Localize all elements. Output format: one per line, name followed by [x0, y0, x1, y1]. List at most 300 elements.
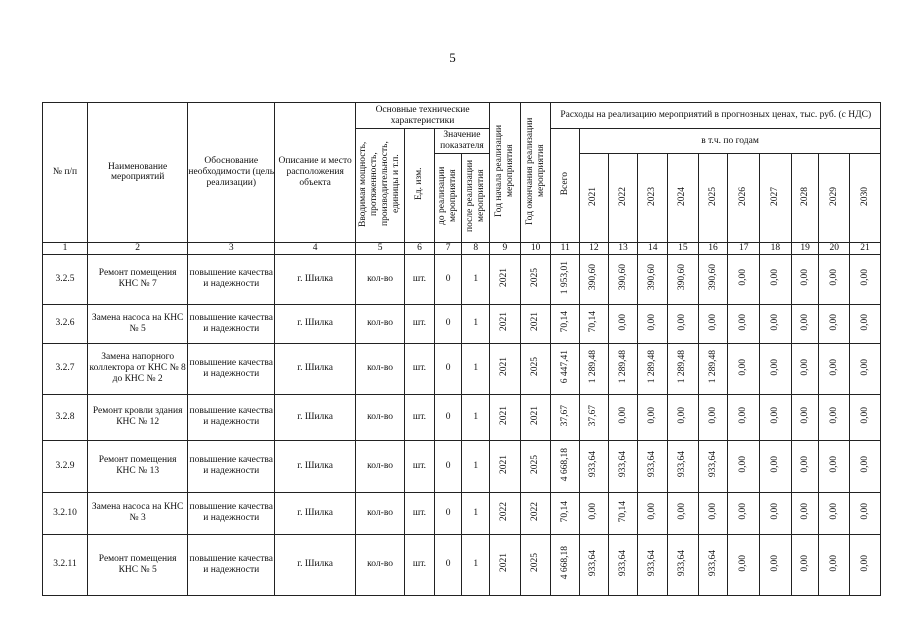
cost-year-2028 — [791, 440, 819, 492]
header-year-text: 2024 — [677, 186, 688, 206]
cost-year-2030 — [850, 440, 881, 492]
cost-year-2028-text: 0,00 — [799, 313, 810, 331]
cost-total — [551, 440, 580, 492]
column-number: 19 — [791, 242, 819, 254]
cost-year-2024-text: 933,64 — [677, 549, 688, 576]
cost-year-2028 — [791, 343, 819, 394]
header-capacity — [356, 129, 405, 243]
end-year-text: 2025 — [530, 267, 541, 287]
row-number: 3.2.7 — [43, 343, 88, 394]
cost-year-2023 — [638, 492, 668, 534]
header-end-year-text: Год окончания реализации мероприятия — [524, 116, 546, 225]
header-year-2025 — [698, 154, 728, 243]
measure-unit: шт. — [405, 492, 435, 534]
header-year-2022 — [608, 154, 638, 243]
measure-place: г. Шилка — [275, 394, 356, 440]
cost-year-2026 — [728, 492, 760, 534]
start-year-text: 2021 — [499, 357, 510, 377]
header-year-2026 — [728, 154, 760, 243]
cost-year-2022-text: 390,60 — [617, 264, 628, 291]
cost-year-2025 — [698, 394, 728, 440]
cost-year-2024-text: 933,64 — [677, 451, 688, 478]
table-row — [43, 440, 881, 492]
cost-year-2024-text: 0,00 — [677, 503, 688, 520]
cost-year-2028-text: 0,00 — [799, 554, 810, 572]
table-row — [43, 254, 881, 304]
cost-year-2023 — [638, 254, 668, 304]
cost-year-2021 — [580, 534, 609, 595]
measure-reason: повышение качества и надежности — [188, 534, 275, 595]
cost-year-2022 — [608, 394, 638, 440]
cost-year-2025-text: 0,00 — [707, 503, 718, 520]
measure-name: Ремонт помещения КНС № 13 — [88, 440, 188, 492]
cost-year-2029 — [819, 492, 850, 534]
cost-year-2027 — [760, 394, 792, 440]
cost-year-2023 — [638, 534, 668, 595]
measure-place: г. Шилка — [275, 254, 356, 304]
header-after-text: после реализации мероприятия — [464, 159, 486, 233]
table-row — [43, 304, 881, 343]
start-year-text: 2021 — [499, 454, 510, 474]
cost-year-2027-text: 0,00 — [769, 503, 780, 520]
measure-capacity: кол-во — [356, 343, 405, 394]
end-year-text: 2022 — [530, 501, 541, 521]
cost-year-2025 — [698, 534, 728, 595]
table-row — [43, 343, 881, 394]
header-year-text: 2027 — [769, 186, 780, 206]
header-unit-text: Ед. изм. — [414, 167, 425, 200]
measure-capacity: кол-во — [356, 492, 405, 534]
header-before-text: до реализации мероприятия — [437, 166, 459, 226]
cost-year-2021 — [580, 492, 609, 534]
column-number: 15 — [668, 242, 699, 254]
cost-year-2024-text: 0,00 — [677, 407, 688, 424]
cost-year-2027 — [760, 492, 792, 534]
measure-name: Ремонт помещения КНС № 5 — [88, 534, 188, 595]
cost-year-2024 — [668, 492, 699, 534]
header-year-text: 2026 — [738, 186, 749, 206]
cost-year-2024-text: 0,00 — [677, 313, 688, 331]
measure-name: Ремонт кровли здания КНС № 12 — [88, 394, 188, 440]
column-number: 11 — [551, 242, 580, 254]
start-year-text: 2021 — [499, 267, 510, 287]
start-year — [490, 492, 521, 534]
cost-year-2022 — [608, 440, 638, 492]
start-year-text: 2021 — [499, 312, 510, 332]
value-before: 0 — [434, 534, 462, 595]
column-number: 3 — [188, 242, 275, 254]
cost-year-2029-text: 0,00 — [828, 554, 839, 572]
cost-year-2021 — [580, 343, 609, 394]
measure-reason: повышение качества и надежности — [188, 440, 275, 492]
cost-year-2030 — [850, 492, 881, 534]
row-number: 3.2.8 — [43, 394, 88, 440]
cost-year-2027-text: 0,00 — [769, 269, 780, 286]
column-number: 12 — [580, 242, 609, 254]
header-year-2024 — [668, 154, 699, 243]
measure-capacity: кол-во — [356, 254, 405, 304]
end-year — [520, 440, 551, 492]
start-year — [490, 304, 521, 343]
cost-year-2026 — [728, 254, 760, 304]
column-number: 4 — [275, 242, 356, 254]
cost-year-2022-text: 70,14 — [617, 500, 628, 523]
column-number: 9 — [490, 242, 521, 254]
cost-total — [551, 304, 580, 343]
cost-year-2028 — [791, 304, 819, 343]
cost-year-2024-text: 390,60 — [677, 264, 688, 291]
cost-year-2023-text: 0,00 — [647, 503, 658, 520]
cost-total — [551, 492, 580, 534]
column-number: 13 — [608, 242, 638, 254]
cost-year-2022 — [608, 534, 638, 595]
measure-reason: повышение качества и надежности — [188, 343, 275, 394]
value-after: 1 — [462, 492, 490, 534]
header-costs-group: Расходы на реализацию мероприятий в прогнозных ценах, тыс. руб. (с НДС) — [551, 103, 881, 129]
end-year-text: 2025 — [530, 553, 541, 573]
cost-year-2022 — [608, 343, 638, 394]
header-before — [434, 154, 462, 243]
cost-year-2024 — [668, 440, 699, 492]
cost-year-2028 — [791, 254, 819, 304]
column-number: 18 — [760, 242, 792, 254]
start-year — [490, 440, 521, 492]
cost-year-2025-text: 0,00 — [707, 407, 718, 424]
measure-unit: шт. — [405, 534, 435, 595]
header-year-text: 2023 — [647, 186, 658, 206]
measure-place: г. Шилка — [275, 304, 356, 343]
cost-year-2025-text: 0,00 — [707, 313, 718, 331]
cost-total-text: 37,67 — [559, 404, 570, 427]
cost-year-2030 — [850, 304, 881, 343]
cost-year-2027-text: 0,00 — [769, 456, 780, 473]
cost-year-2021 — [580, 254, 609, 304]
cost-year-2021 — [580, 440, 609, 492]
page-number: 5 — [449, 50, 456, 65]
cost-year-2023 — [638, 440, 668, 492]
value-after: 1 — [462, 534, 490, 595]
header-after — [462, 154, 490, 243]
cost-year-2025-text: 1 289,48 — [707, 350, 718, 384]
header-tech-group: Основные технические характеристики — [356, 103, 490, 129]
end-year-text: 2025 — [530, 357, 541, 377]
end-year-text: 2021 — [530, 405, 541, 425]
row-number: 3.2.10 — [43, 492, 88, 534]
cost-year-2028-text: 0,00 — [799, 269, 810, 286]
cost-total-text: 70,14 — [559, 500, 570, 523]
cost-year-2029-text: 0,00 — [828, 269, 839, 286]
measure-place: г. Шилка — [275, 343, 356, 394]
cost-year-2030-text: 0,00 — [859, 313, 870, 331]
cost-year-2026 — [728, 304, 760, 343]
value-after: 1 — [462, 304, 490, 343]
cost-year-2026-text: 0,00 — [738, 358, 749, 376]
value-before: 0 — [434, 492, 462, 534]
measure-unit: шт. — [405, 440, 435, 492]
cost-year-2021 — [580, 394, 609, 440]
end-year — [520, 394, 551, 440]
cost-year-2025-text: 933,64 — [707, 451, 718, 478]
cost-year-2028-text: 0,00 — [799, 503, 810, 520]
measure-unit: шт. — [405, 304, 435, 343]
cost-year-2025-text: 390,60 — [707, 264, 718, 291]
column-number: 21 — [850, 242, 881, 254]
cost-year-2023-text: 0,00 — [647, 407, 658, 424]
header-capacity-text: Вводимая мощность, протяженность, производительность, единицы и т.п. — [358, 140, 402, 227]
cost-year-2028-text: 0,00 — [799, 456, 810, 473]
cost-year-2029-text: 0,00 — [828, 407, 839, 424]
cost-total-text: 1 953,01 — [559, 260, 570, 294]
cost-year-2023-text: 390,60 — [647, 264, 658, 291]
cost-year-2026-text: 0,00 — [738, 313, 749, 331]
cost-year-2023-text: 0,00 — [647, 313, 658, 331]
measure-reason: повышение качества и надежности — [188, 304, 275, 343]
measure-reason: повышение качества и надежности — [188, 492, 275, 534]
header-start-year — [490, 103, 521, 243]
cost-year-2023-text: 1 289,48 — [647, 350, 658, 384]
cost-year-2023-text: 933,64 — [647, 549, 658, 576]
cost-total-text: 4 668,18 — [559, 546, 570, 580]
end-year-text: 2025 — [530, 454, 541, 474]
cost-year-2029 — [819, 534, 850, 595]
measure-unit: шт. — [405, 394, 435, 440]
cost-year-2026-text: 0,00 — [738, 554, 749, 572]
header-year-text: 2025 — [707, 186, 718, 206]
cost-year-2022-text: 0,00 — [617, 407, 628, 424]
cost-year-2029 — [819, 394, 850, 440]
start-year-text: 2022 — [499, 501, 510, 521]
cost-year-2029 — [819, 254, 850, 304]
cost-year-2029-text: 0,00 — [828, 358, 839, 376]
cost-year-2025 — [698, 440, 728, 492]
cost-year-2030-text: 0,00 — [859, 503, 870, 520]
header-place: Описание и место расположения объекта — [275, 103, 356, 243]
start-year-text: 2021 — [499, 553, 510, 573]
measure-reason: повышение качества и надежности — [188, 394, 275, 440]
row-number: 3.2.9 — [43, 440, 88, 492]
measure-name: Замена напорного коллектора от КНС № 8 до КНС № 2 — [88, 343, 188, 394]
row-number: 3.2.6 — [43, 304, 88, 343]
end-year — [520, 343, 551, 394]
cost-year-2029-text: 0,00 — [828, 313, 839, 331]
cost-year-2027 — [760, 304, 792, 343]
cost-year-2030 — [850, 254, 881, 304]
table-row — [43, 394, 881, 440]
measure-name: Ремонт помещения КНС № 7 — [88, 254, 188, 304]
start-year — [490, 254, 521, 304]
end-year — [520, 534, 551, 595]
column-number: 14 — [638, 242, 668, 254]
cost-year-2026 — [728, 440, 760, 492]
cost-year-2027 — [760, 343, 792, 394]
table-row — [43, 534, 881, 595]
cost-year-2025 — [698, 492, 728, 534]
cost-year-2023 — [638, 304, 668, 343]
header-start-year-text: Год начала реализации мероприятия — [493, 124, 515, 217]
value-after: 1 — [462, 254, 490, 304]
value-before: 0 — [434, 394, 462, 440]
start-year — [490, 343, 521, 394]
end-year — [520, 254, 551, 304]
cost-year-2027 — [760, 440, 792, 492]
cost-year-2024 — [668, 343, 699, 394]
header-name: Наименование мероприятий — [88, 103, 188, 243]
header-year-text: 2029 — [828, 186, 839, 206]
header-end-year — [520, 103, 551, 243]
cost-year-2028 — [791, 534, 819, 595]
header-year-2030 — [850, 154, 881, 243]
cost-year-2022-text: 1 289,48 — [617, 350, 628, 384]
cost-year-2022-text: 0,00 — [617, 313, 628, 331]
cost-year-2021 — [580, 304, 609, 343]
cost-year-2024 — [668, 254, 699, 304]
cost-year-2021-text: 37,67 — [588, 404, 599, 427]
cost-year-2028-text: 0,00 — [799, 358, 810, 376]
cost-year-2021-text: 933,64 — [588, 549, 599, 576]
cost-year-2027 — [760, 534, 792, 595]
cost-year-2026-text: 0,00 — [738, 269, 749, 286]
header-year-2027 — [760, 154, 792, 243]
header-value-group: Значение показателя — [434, 129, 489, 154]
header-year-2029 — [819, 154, 850, 243]
start-year — [490, 394, 521, 440]
cost-year-2022-text: 933,64 — [617, 549, 628, 576]
cost-year-2026 — [728, 343, 760, 394]
column-number: 16 — [698, 242, 728, 254]
value-after: 1 — [462, 440, 490, 492]
cost-year-2026-text: 0,00 — [738, 407, 749, 424]
cost-year-2030-text: 0,00 — [859, 269, 870, 286]
cost-total — [551, 534, 580, 595]
cost-year-2030-text: 0,00 — [859, 358, 870, 376]
value-before: 0 — [434, 440, 462, 492]
cost-year-2027-text: 0,00 — [769, 407, 780, 424]
start-year-text: 2021 — [499, 405, 510, 425]
start-year — [490, 534, 521, 595]
cost-year-2024 — [668, 534, 699, 595]
header-total-text: Всего — [559, 171, 570, 196]
header-total — [551, 129, 580, 243]
header-year-2028 — [791, 154, 819, 243]
measure-name: Замена насоса на КНС № 5 — [88, 304, 188, 343]
column-number: 5 — [356, 242, 405, 254]
end-year-text: 2021 — [530, 312, 541, 332]
column-number: 6 — [405, 242, 435, 254]
cost-year-2025-text: 933,64 — [707, 549, 718, 576]
value-after: 1 — [462, 394, 490, 440]
value-before: 0 — [434, 343, 462, 394]
value-after: 1 — [462, 343, 490, 394]
cost-year-2023-text: 933,64 — [647, 451, 658, 478]
cost-year-2022 — [608, 492, 638, 534]
cost-year-2026-text: 0,00 — [738, 503, 749, 520]
measure-capacity: кол-во — [356, 534, 405, 595]
column-number: 8 — [462, 242, 490, 254]
column-number: 20 — [819, 242, 850, 254]
cost-year-2030-text: 0,00 — [859, 554, 870, 572]
cost-year-2030 — [850, 343, 881, 394]
cost-year-2029-text: 0,00 — [828, 456, 839, 473]
end-year — [520, 304, 551, 343]
cost-year-2026 — [728, 394, 760, 440]
cost-year-2021-text: 0,00 — [588, 503, 599, 520]
cost-year-2030-text: 0,00 — [859, 407, 870, 424]
cost-year-2021-text: 390,60 — [588, 264, 599, 291]
cost-year-2027-text: 0,00 — [769, 313, 780, 331]
header-years-group: в т.ч. по годам — [580, 129, 881, 154]
end-year — [520, 492, 551, 534]
cost-year-2025 — [698, 304, 728, 343]
cost-total — [551, 254, 580, 304]
column-number: 2 — [88, 242, 188, 254]
cost-year-2028 — [791, 394, 819, 440]
cost-total-text: 70,14 — [559, 311, 570, 333]
column-number: 1 — [43, 242, 88, 254]
header-year-text: 2022 — [617, 186, 628, 206]
cost-year-2026 — [728, 534, 760, 595]
cost-year-2023 — [638, 394, 668, 440]
header-year-2023 — [638, 154, 668, 243]
cost-total — [551, 343, 580, 394]
header-reason: Обоснование необходимости (цель реализации) — [188, 103, 275, 243]
table-row — [43, 492, 881, 534]
header-unit — [405, 129, 435, 243]
measure-place: г. Шилка — [275, 534, 356, 595]
cost-year-2021-text: 1 289,48 — [588, 350, 599, 384]
cost-total — [551, 394, 580, 440]
measure-capacity: кол-во — [356, 394, 405, 440]
cost-year-2023 — [638, 343, 668, 394]
header-year-2021 — [580, 154, 609, 243]
cost-year-2022 — [608, 254, 638, 304]
column-number: 10 — [520, 242, 551, 254]
cost-year-2029 — [819, 343, 850, 394]
measure-capacity: кол-во — [356, 304, 405, 343]
cost-year-2025 — [698, 254, 728, 304]
cost-year-2024-text: 1 289,48 — [677, 350, 688, 384]
cost-year-2029 — [819, 440, 850, 492]
cost-year-2027 — [760, 254, 792, 304]
row-number: 3.2.11 — [43, 534, 88, 595]
cost-total-text: 4 668,18 — [559, 447, 570, 481]
header-year-text: 2028 — [799, 186, 810, 206]
cost-year-2022 — [608, 304, 638, 343]
measure-name: Замена насоса на КНС № 3 — [88, 492, 188, 534]
cost-total-text: 6 447,41 — [559, 350, 570, 384]
cost-year-2024 — [668, 304, 699, 343]
cost-year-2025 — [698, 343, 728, 394]
cost-year-2024 — [668, 394, 699, 440]
cost-year-2022-text: 933,64 — [617, 451, 628, 478]
cost-year-2029-text: 0,00 — [828, 503, 839, 520]
measure-capacity: кол-во — [356, 440, 405, 492]
cost-year-2027-text: 0,00 — [769, 554, 780, 572]
cost-year-2027-text: 0,00 — [769, 358, 780, 376]
measure-place: г. Шилка — [275, 440, 356, 492]
column-number: 7 — [434, 242, 462, 254]
cost-year-2021-text: 933,64 — [588, 451, 599, 478]
cost-year-2021-text: 70,14 — [588, 311, 599, 333]
header-year-text: 2030 — [859, 186, 870, 206]
measure-unit: шт. — [405, 254, 435, 304]
cost-year-2026-text: 0,00 — [738, 456, 749, 473]
header-year-text: 2021 — [588, 186, 599, 206]
cost-year-2030 — [850, 394, 881, 440]
cost-year-2028-text: 0,00 — [799, 407, 810, 424]
value-before: 0 — [434, 254, 462, 304]
measure-unit: шт. — [405, 343, 435, 394]
header-no: № п/п — [43, 103, 88, 243]
